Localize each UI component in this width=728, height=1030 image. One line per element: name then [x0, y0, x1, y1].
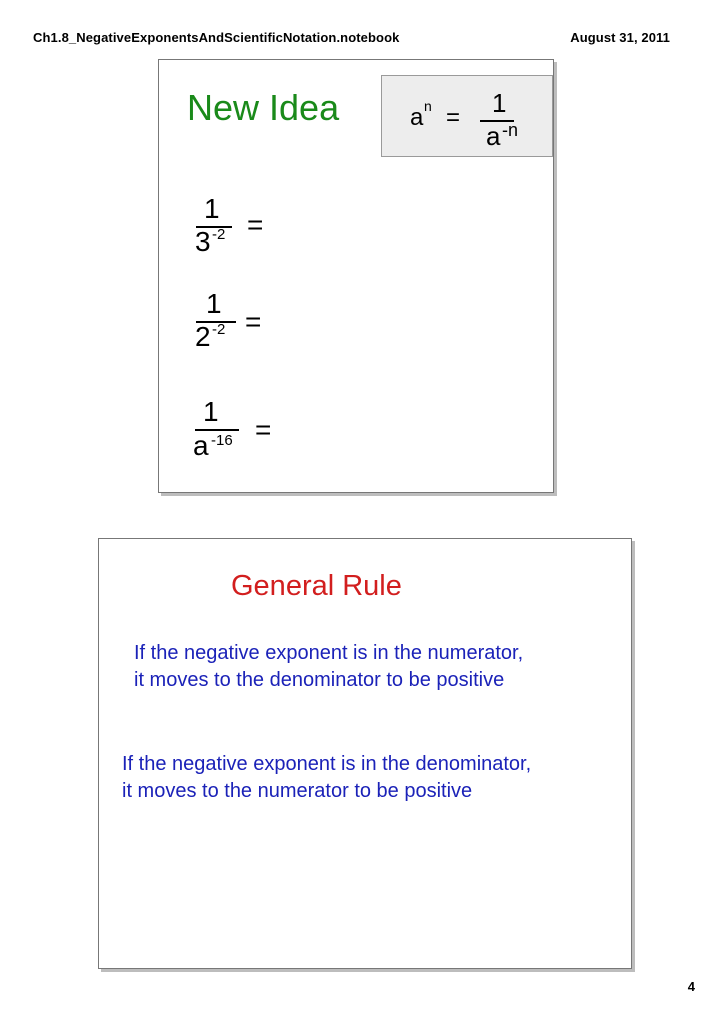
rule-base: a: [410, 104, 424, 131]
fraction-exponent: -2: [212, 321, 226, 338]
rule-numerator: 1: [492, 88, 507, 118]
fraction-2: [193, 288, 303, 368]
denominator-rule: [122, 751, 531, 805]
fraction-numerator: 1: [206, 288, 222, 319]
numerator-rule: [134, 640, 523, 694]
fraction-base: a: [193, 430, 209, 461]
rule-line: it moves to the denominator to be positive: [134, 669, 505, 691]
rule-denominator-base: a: [486, 121, 501, 151]
rule-line: it moves to the numerator to be positive: [122, 780, 473, 802]
fraction-base: 2: [195, 321, 211, 352]
fraction-numerator: 1: [204, 193, 220, 224]
fraction-1: [193, 193, 303, 273]
fraction-exponent: -16: [211, 432, 233, 449]
notebook-filename: Ch1.8_NegativeExponentsAndScientificNotation.notebook: [33, 30, 400, 45]
slide-new-idea: [158, 59, 554, 493]
equals-sign: =: [255, 414, 272, 445]
slide-title: New Idea: [187, 87, 340, 128]
page-date: August 31, 2011: [570, 30, 670, 45]
equals-sign: =: [247, 209, 264, 240]
rule-exponent: n: [424, 98, 432, 114]
rule-line: If the negative exponent is in the numerator,: [134, 642, 524, 664]
slide-title: General Rule: [231, 570, 402, 602]
rule-equals: =: [446, 104, 461, 131]
rule-denominator-exponent: -n: [502, 120, 519, 140]
fraction-3: [193, 396, 303, 476]
negative-exponent-rule-box: [381, 75, 553, 157]
fraction-numerator: 1: [203, 396, 219, 427]
rule-line: If the negative exponent is in the denominator,: [122, 753, 532, 775]
page-number: 4: [687, 979, 695, 994]
fraction-base: 3: [195, 226, 211, 257]
fraction-exponent: -2: [212, 226, 226, 243]
equals-sign: =: [245, 306, 262, 337]
slide-general-rule: [98, 538, 632, 969]
